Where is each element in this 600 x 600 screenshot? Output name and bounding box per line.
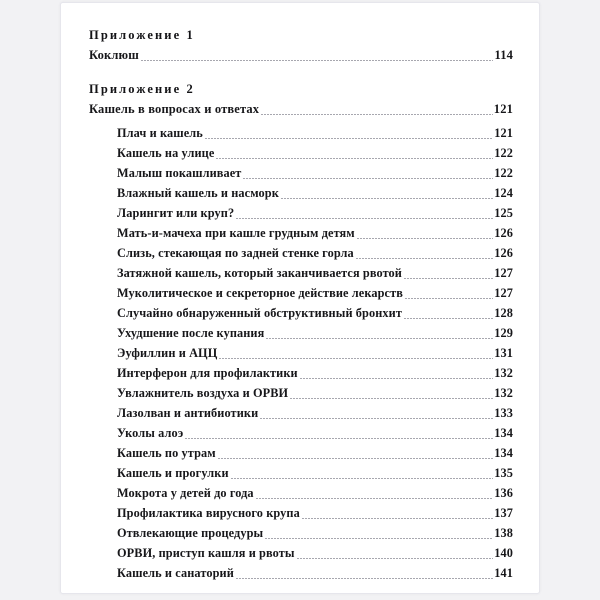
dot-leader — [404, 263, 493, 283]
toc-entry-title: Случайно обнаруженный обструктивный бронхит — [117, 306, 403, 320]
dot-leader — [185, 423, 493, 443]
toc-entry[interactable] — [117, 143, 513, 163]
toc-entry-page-number: 129 — [494, 326, 513, 340]
toc-entry-page-number: 132 — [494, 366, 513, 380]
toc-entry[interactable] — [117, 443, 513, 463]
dot-leader — [243, 163, 493, 183]
toc-entry[interactable] — [117, 363, 513, 383]
toc-entry-title: Малыш покашливает — [117, 166, 242, 180]
toc-entry-title: Профилактика вирусного крупа — [117, 506, 300, 520]
toc-entry-title: Кашель и санаторий — [117, 566, 234, 580]
dot-leader — [281, 183, 493, 203]
dot-leader — [266, 323, 493, 343]
dot-leader — [231, 463, 494, 483]
toc-entry-page-number: 122 — [494, 166, 513, 180]
table-of-contents — [89, 25, 513, 583]
toc-entry-page-number: 127 — [494, 266, 513, 280]
toc-entry[interactable] — [89, 45, 513, 65]
toc-entry-page-number: 131 — [494, 346, 513, 360]
toc-entry-title: Увлажнитель воздуха и ОРВИ — [117, 386, 289, 400]
toc-entry-page-number: 128 — [494, 306, 513, 320]
toc-entry-title: Кашель и прогулки — [117, 466, 229, 480]
toc-entry-title: Затяжной кашель, который заканчивается рвотой — [117, 266, 402, 280]
toc-entry[interactable] — [117, 183, 513, 203]
toc-entry-page-number: 135 — [494, 466, 513, 480]
dot-leader — [205, 123, 493, 143]
toc-entry-title: Плач и кашель — [117, 126, 203, 140]
toc-entry[interactable] — [89, 99, 513, 119]
dot-leader — [297, 543, 494, 563]
toc-entry-page-number: 141 — [494, 566, 513, 580]
dot-leader — [300, 363, 494, 383]
toc-entry-title: Лазолван и антибиотики — [117, 406, 259, 420]
dot-leader — [236, 203, 493, 223]
toc-entry[interactable] — [117, 503, 513, 523]
dot-leader — [357, 223, 493, 243]
toc-entry-page-number: 114 — [494, 48, 513, 62]
toc-entry-title: Отвлекающие процедуры — [117, 526, 264, 540]
toc-entry-title: Интерферон для профилактики — [117, 366, 298, 380]
dot-leader — [356, 243, 494, 263]
section-spacer — [89, 65, 513, 79]
toc-entry-page-number: 121 — [494, 126, 513, 140]
toc-entry[interactable] — [117, 283, 513, 303]
toc-entry[interactable] — [117, 263, 513, 283]
toc-entry-page-number: 138 — [494, 526, 513, 540]
toc-entry-title: Ухудшение после купания — [117, 326, 265, 340]
toc-entry[interactable] — [117, 343, 513, 363]
dot-leader — [302, 503, 493, 523]
toc-entry-page-number: 136 — [494, 486, 513, 500]
dot-leader — [260, 403, 493, 423]
toc-entry[interactable] — [117, 163, 513, 183]
toc-entry-page-number: 125 — [494, 206, 513, 220]
toc-entry-title: Мать-и-мачеха при кашле грудным детям — [117, 226, 355, 240]
dot-leader — [404, 303, 493, 323]
toc-entry-title: Слизь, стекающая по задней стенке горла — [117, 246, 354, 260]
toc-entry-page-number: 126 — [494, 226, 513, 240]
toc-entry-title: Кашель на улице — [117, 146, 215, 160]
dot-leader — [218, 443, 494, 463]
dot-leader — [256, 483, 494, 503]
toc-entry[interactable] — [117, 463, 513, 483]
toc-entry[interactable] — [117, 203, 513, 223]
toc-entry[interactable] — [117, 303, 513, 323]
toc-entry-title: Уколы алоэ — [117, 426, 184, 440]
toc-entry[interactable] — [117, 383, 513, 403]
toc-entry[interactable] — [117, 323, 513, 343]
toc-entry-page-number: 140 — [494, 546, 513, 560]
toc-entry[interactable] — [117, 483, 513, 503]
appendix-label: Приложение 2 — [89, 82, 195, 96]
dot-leader — [219, 343, 493, 363]
toc-entry-page-number: 134 — [494, 426, 513, 440]
dot-leader — [265, 523, 493, 543]
toc-entry-title: Эуфиллин и АЦЦ — [117, 346, 218, 360]
toc-entry-page-number: 132 — [494, 386, 513, 400]
toc-entry-title: Муколитическое и секреторное действие лекарств — [117, 286, 403, 300]
toc-entry[interactable] — [117, 223, 513, 243]
toc-entry-page-number: 127 — [494, 286, 513, 300]
toc-entry-title: Кашель в вопросах и ответах — [89, 102, 260, 116]
toc-entry[interactable] — [117, 403, 513, 423]
toc-entry[interactable] — [117, 123, 513, 143]
toc-entry-title: Мокрота у детей до года — [117, 486, 254, 500]
toc-entry-title: Коклюш — [89, 48, 139, 62]
toc-entry-page-number: 122 — [494, 146, 513, 160]
toc-entry[interactable] — [117, 523, 513, 543]
toc-entry[interactable] — [117, 243, 513, 263]
dot-leader — [141, 45, 494, 65]
toc-entry-title: Ларингит или круп? — [117, 206, 235, 220]
dot-leader — [236, 563, 493, 583]
toc-entry[interactable] — [117, 563, 513, 583]
toc-entry-page-number: 124 — [494, 186, 513, 200]
book-page — [60, 2, 540, 594]
toc-entry-title: Кашель по утрам — [117, 446, 216, 460]
appendix-label: Приложение 1 — [89, 28, 195, 42]
toc-entry-page-number: 133 — [494, 406, 513, 420]
toc-entry-page-number: 134 — [494, 446, 513, 460]
toc-entry[interactable] — [117, 543, 513, 563]
toc-entry-title: ОРВИ, приступ кашля и рвоты — [117, 546, 295, 560]
toc-entry-page-number: 126 — [494, 246, 513, 260]
toc-entry[interactable] — [117, 423, 513, 443]
toc-entry-title: Влажный кашель и насморк — [117, 186, 279, 200]
dot-leader — [290, 383, 493, 403]
dot-leader — [405, 283, 493, 303]
toc-entry-page-number: 121 — [493, 102, 513, 116]
toc-entry-page-number: 137 — [494, 506, 513, 520]
dot-leader — [261, 99, 493, 119]
dot-leader — [216, 143, 493, 163]
